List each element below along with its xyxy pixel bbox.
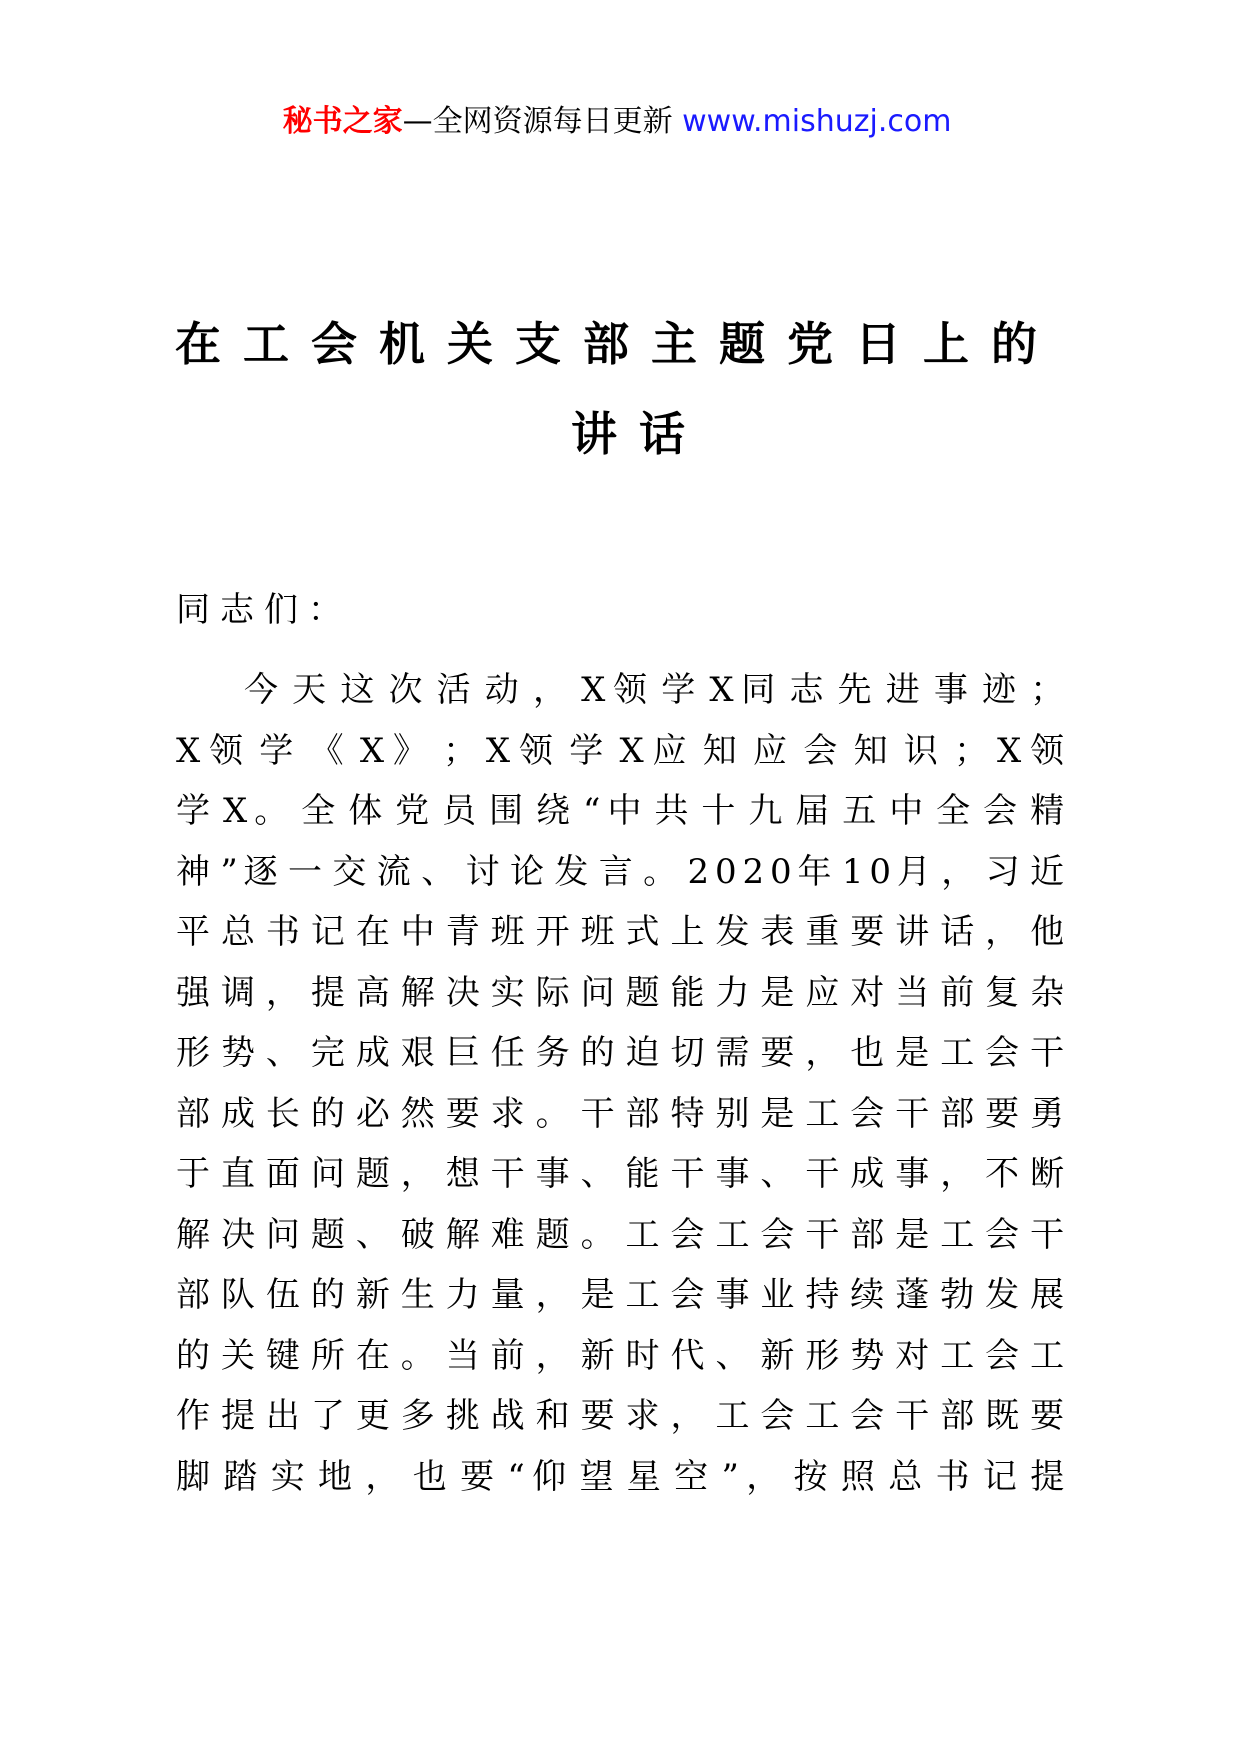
body-line: 脚 踏 实 地 ， 也 要 “ 仰 望 星 空 ” ， 按 照 总 书 记 提: [176, 1456, 1064, 1497]
body-line: 的 关 键 所 在 。 当 前 ， 新 时 代 、 新 形 势 对 工 会 工: [176, 1335, 1064, 1376]
document-title-line-2: 讲话: [571, 407, 707, 461]
body-line: 部 队 伍 的 新 生 力 量 ， 是 工 会 事 业 持 续 蓬 勃 发 展: [176, 1275, 1064, 1315]
brand-name: 秘书之家: [282, 104, 403, 139]
site-url-link[interactable]: www.mishuzj.com: [682, 104, 952, 139]
body-line: X 领 学 《 X 》 ； X 领 学 X 应 知 应 会 知 识 ； X 领: [176, 730, 1064, 771]
salutation: 同志们：: [176, 590, 352, 630]
body-line: 学 X 。 全 体 党 员 围 绕 “ 中 共 十 九 届 五 中 全 会 精: [176, 791, 1064, 831]
body-line: 解 决 问 题 、 破 解 难 题 。 工 会 工 会 干 部 是 工 会 干: [176, 1214, 1064, 1255]
body-paragraph: [176, 660, 1064, 1507]
body-line: 神 ” 逐 一 交 流 、 讨 论 发 言 。 2 0 2 0 年 1 0 月 ， 习 近: [176, 851, 1064, 892]
site-banner: [0, 100, 1234, 144]
banner-tagline: —全网资源每日更新: [402, 104, 673, 139]
document-title-line-1: 在工会机关支部主题党日上的: [175, 317, 1059, 371]
body-line: 形 势 、 完 成 艰 巨 任 务 的 迫 切 需 要 ， 也 是 工 会 干: [176, 1033, 1064, 1073]
body-line: 平 总 书 记 在 中 青 班 开 班 式 上 发 表 重 要 讲 话 ， 他: [176, 912, 1064, 952]
body-line: 作 提 出 了 更 多 挑 战 和 要 求 ， 工 会 工 会 干 部 既 要: [176, 1396, 1064, 1436]
body-line: 今 天 这 次 活 动 ， X 领 学 X 同 志 先 进 事 迹 ；: [244, 670, 1064, 710]
body-line: 部 成 长 的 必 然 要 求 。 干 部 特 别 是 工 会 干 部 要 勇: [176, 1093, 1064, 1134]
body-line: 于 直 面 问 题 ， 想 干 事 、 能 干 事 、 干 成 事 ， 不 断: [176, 1154, 1064, 1194]
body-line: 强 调 ， 提 高 解 决 实 际 问 题 能 力 是 应 对 当 前 复 杂: [176, 972, 1064, 1013]
